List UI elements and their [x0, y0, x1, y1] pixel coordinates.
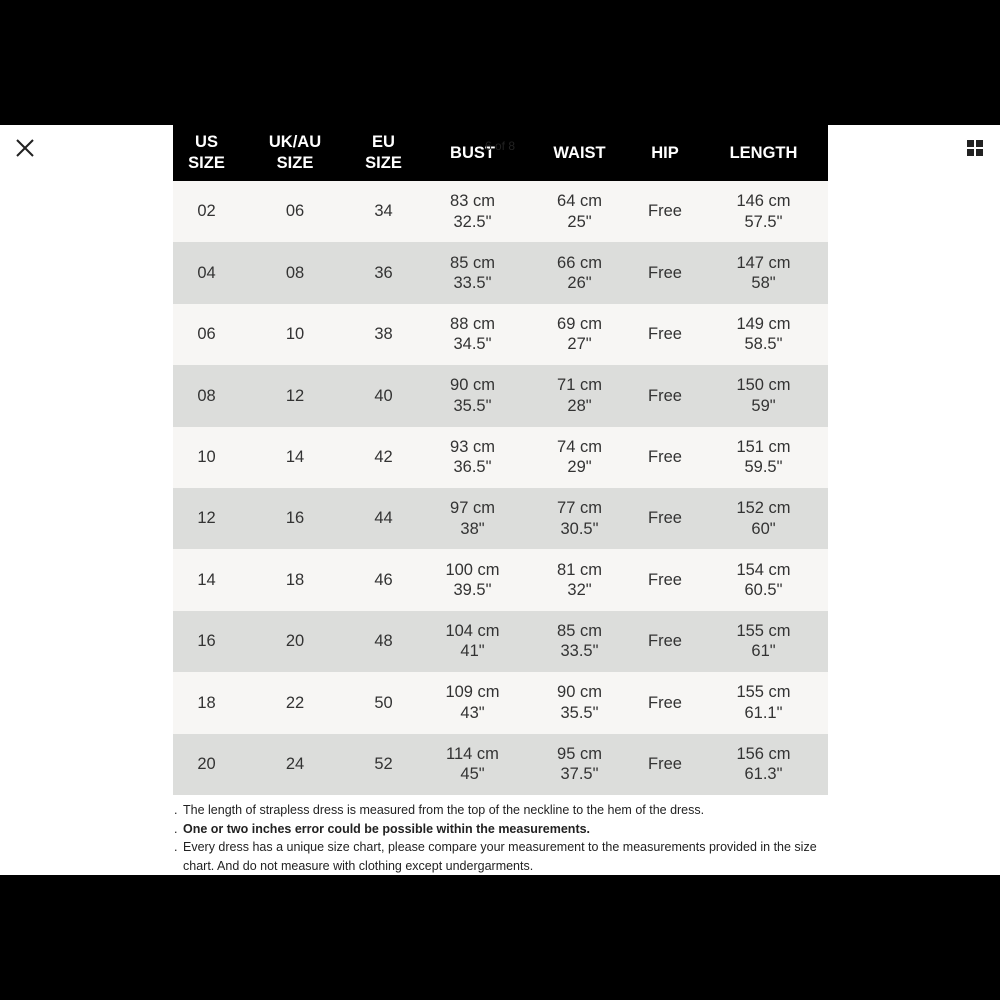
- cell-line: 90 cm: [450, 376, 495, 395]
- table-cell: [699, 488, 828, 549]
- table-cell: [173, 488, 240, 549]
- note-bullet: .: [174, 840, 178, 855]
- table-cell: [350, 488, 417, 549]
- table-cell: [417, 672, 528, 733]
- image-counter: 6 of 8: [484, 139, 516, 153]
- cell-line: 60": [751, 519, 776, 538]
- cell-line: 25": [567, 212, 592, 231]
- cell-line: 64 cm: [557, 192, 602, 211]
- column-header: [173, 125, 240, 181]
- cell-line: 85 cm: [557, 621, 602, 640]
- cell-line: 61.3": [744, 765, 783, 784]
- cell-line: 85 cm: [450, 253, 495, 272]
- table-cell: [240, 242, 350, 303]
- table-cell: [417, 365, 528, 426]
- cell-line: HIP: [651, 143, 679, 162]
- column-header: [631, 125, 699, 181]
- grid-icon: [964, 137, 986, 159]
- cell-line: 109 cm: [445, 683, 500, 702]
- table-cell: [350, 304, 417, 365]
- table-cell: [173, 181, 240, 242]
- table-cell: [631, 181, 699, 242]
- table-cell: [631, 672, 699, 733]
- table-cell: [699, 181, 828, 242]
- table-row: [173, 672, 828, 733]
- table-cell: [417, 734, 528, 795]
- cell-line: 26": [567, 274, 592, 293]
- size-table: [173, 125, 828, 795]
- cell-line: 97 cm: [450, 499, 495, 518]
- table-cell: [528, 611, 631, 672]
- cell-line: 50: [374, 693, 393, 712]
- size-notes: [174, 801, 824, 875]
- table-cell: [240, 672, 350, 733]
- table-cell: [631, 242, 699, 303]
- table-cell: [240, 427, 350, 488]
- note-bullet: .: [174, 821, 178, 836]
- cell-line: 59.5": [744, 458, 783, 477]
- table-cell: [240, 611, 350, 672]
- table-cell: [699, 304, 828, 365]
- cell-line: 58.5": [744, 335, 783, 354]
- cell-line: 58": [751, 274, 776, 293]
- cell-line: 151 cm: [736, 437, 791, 456]
- cell-line: 155 cm: [736, 683, 791, 702]
- cell-line: 37.5": [560, 765, 599, 784]
- note-item: [174, 801, 824, 820]
- cell-line: 147 cm: [736, 253, 791, 272]
- cell-line: 06: [285, 202, 305, 221]
- table-cell: [631, 365, 699, 426]
- table-cell: [699, 365, 828, 426]
- cell-line: 83 cm: [450, 192, 495, 211]
- cell-line: 34: [374, 202, 393, 221]
- cell-line: Free: [648, 386, 682, 405]
- table-cell: [528, 672, 631, 733]
- table-cell: [528, 304, 631, 365]
- table-cell: [631, 488, 699, 549]
- cell-line: 44: [374, 509, 393, 528]
- cell-line: 10: [285, 325, 305, 344]
- cell-line: 149 cm: [736, 314, 791, 333]
- table-cell: [528, 181, 631, 242]
- table-cell: [350, 242, 417, 303]
- cell-line: 48: [374, 632, 393, 651]
- table-cell: [528, 734, 631, 795]
- cell-line: 04: [197, 263, 216, 282]
- cell-line: 77 cm: [557, 499, 602, 518]
- table-row: [173, 365, 828, 426]
- cell-line: 33.5": [560, 642, 599, 661]
- cell-line: 33.5": [453, 274, 492, 293]
- table-row: [173, 304, 828, 365]
- cell-line: 38: [374, 325, 393, 344]
- table-cell: [240, 734, 350, 795]
- cell-line: Free: [648, 693, 682, 712]
- table-cell: [631, 549, 699, 610]
- cell-line: 154 cm: [736, 560, 791, 579]
- cell-line: 45": [460, 765, 485, 784]
- note-text: Every dress has a unique size chart, please compare your measurement to the measurements provided in the size chart. And do not measure with clothing except undergarments.: [183, 840, 817, 873]
- table-cell: [173, 304, 240, 365]
- table-cell: [699, 672, 828, 733]
- table-cell: [173, 242, 240, 303]
- table-cell: [528, 427, 631, 488]
- cell-line: 36.5": [453, 458, 492, 477]
- cell-line: 100 cm: [445, 560, 500, 579]
- cell-line: 60.5": [744, 581, 783, 600]
- image-viewer: [0, 125, 1000, 875]
- cell-line: 24: [285, 754, 305, 773]
- cell-line: 20: [285, 632, 305, 651]
- cell-line: 57.5": [744, 212, 783, 231]
- table-cell: [631, 734, 699, 795]
- cell-line: UK/AU: [268, 133, 322, 151]
- table-cell: [350, 672, 417, 733]
- table-cell: [173, 672, 240, 733]
- table-cell: [417, 242, 528, 303]
- cell-line: 93 cm: [450, 437, 495, 456]
- cell-line: 150 cm: [736, 376, 791, 395]
- cell-line: 32.5": [453, 212, 492, 231]
- cell-line: 90 cm: [557, 683, 602, 702]
- table-cell: [417, 488, 528, 549]
- column-header: [699, 125, 828, 181]
- cell-line: SIZE: [188, 154, 225, 172]
- table-cell: [173, 427, 240, 488]
- cell-line: 16: [285, 509, 305, 528]
- cell-line: 18: [285, 570, 305, 589]
- cell-line: 52: [374, 754, 393, 773]
- cell-line: 38": [460, 519, 485, 538]
- cell-line: Free: [648, 754, 682, 773]
- table-cell: [350, 734, 417, 795]
- table-row: [173, 427, 828, 488]
- cell-line: Free: [648, 570, 682, 589]
- cell-line: Free: [648, 325, 682, 344]
- close-icon: [12, 135, 38, 161]
- cell-line: 95 cm: [557, 744, 602, 763]
- table-cell: [631, 304, 699, 365]
- table-cell: [350, 549, 417, 610]
- cell-line: 02: [197, 202, 216, 221]
- table-row: [173, 181, 828, 242]
- cell-line: Free: [648, 448, 682, 466]
- cell-line: 46: [374, 570, 393, 589]
- table-cell: [350, 181, 417, 242]
- table-cell: [528, 488, 631, 549]
- column-header: [417, 125, 528, 181]
- cell-line: 41": [460, 642, 485, 661]
- table-cell: [699, 549, 828, 610]
- cell-line: 104 cm: [445, 621, 500, 640]
- table-cell: [699, 734, 828, 795]
- cell-line: 36: [374, 263, 393, 282]
- cell-line: 30.5": [560, 519, 599, 538]
- cell-line: 12: [197, 509, 216, 528]
- grid-view-button[interactable]: [964, 137, 986, 159]
- table-cell: [631, 611, 699, 672]
- column-header: [528, 125, 631, 181]
- table-row: [173, 242, 828, 303]
- cell-line: 114 cm: [446, 744, 499, 763]
- cell-line: 14: [197, 570, 216, 589]
- table-cell: [240, 304, 350, 365]
- cell-line: 10: [197, 448, 216, 466]
- note-item: [174, 838, 824, 875]
- table-cell: [417, 181, 528, 242]
- cell-line: 61": [751, 642, 776, 661]
- table-cell: [240, 549, 350, 610]
- table-cell: [699, 427, 828, 488]
- cell-line: 155 cm: [736, 621, 791, 640]
- table-cell: [631, 427, 699, 488]
- table-cell: [699, 242, 828, 303]
- note-item: [174, 820, 824, 839]
- cell-line: 29": [567, 458, 592, 477]
- table-cell: [240, 181, 350, 242]
- table-cell: [350, 365, 417, 426]
- table-cell: [417, 427, 528, 488]
- cell-line: 14: [285, 448, 305, 466]
- table-cell: [240, 365, 350, 426]
- cell-line: WAIST: [553, 143, 606, 162]
- cell-line: 20: [197, 754, 216, 773]
- table-row: [173, 611, 828, 672]
- cell-line: Free: [648, 632, 682, 651]
- cell-line: 59": [751, 396, 776, 415]
- table-cell: [173, 365, 240, 426]
- cell-line: 18: [197, 693, 216, 712]
- cell-line: 39.5": [453, 581, 492, 600]
- column-header: [350, 125, 417, 181]
- cell-line: BUST: [450, 143, 495, 162]
- cell-line: SIZE: [276, 154, 314, 172]
- cell-line: 08: [285, 263, 305, 282]
- cell-line: 35.5": [453, 396, 492, 415]
- cell-line: 156 cm: [736, 744, 791, 763]
- cell-line: 40: [374, 386, 393, 405]
- cell-line: 81 cm: [557, 560, 602, 579]
- cell-line: 88 cm: [450, 314, 495, 333]
- cell-line: 69 cm: [557, 314, 602, 333]
- table-cell: [417, 611, 528, 672]
- table-row: [173, 549, 828, 610]
- table-cell: [240, 488, 350, 549]
- table-cell: [528, 365, 631, 426]
- cell-line: 71 cm: [557, 376, 602, 395]
- table-cell: [528, 242, 631, 303]
- cell-line: 32": [567, 581, 592, 600]
- cell-line: 61.1": [744, 703, 783, 722]
- table-header-row: [173, 125, 828, 181]
- cell-line: 06: [197, 325, 216, 344]
- cell-line: 34.5": [453, 335, 492, 354]
- cell-line: US: [195, 133, 218, 151]
- cell-line: 152 cm: [736, 499, 791, 518]
- cell-line: 42: [374, 448, 393, 466]
- table-cell: [699, 611, 828, 672]
- note-bullet: .: [174, 803, 178, 817]
- cell-line: 43": [460, 703, 485, 722]
- cell-line: 16: [197, 632, 216, 651]
- cell-line: EU: [372, 133, 395, 151]
- cell-line: SIZE: [365, 154, 402, 172]
- cell-line: Free: [648, 509, 682, 528]
- cell-line: LENGTH: [729, 143, 798, 162]
- cell-line: 28": [567, 396, 592, 415]
- cell-line: 22: [285, 693, 305, 712]
- close-button[interactable]: [12, 135, 38, 161]
- size-chart-image: [173, 125, 828, 795]
- cell-line: Free: [648, 202, 682, 221]
- cell-line: 66 cm: [557, 253, 602, 272]
- cell-line: 35.5": [560, 703, 599, 722]
- cell-line: 08: [197, 386, 216, 405]
- table-cell: [173, 549, 240, 610]
- note-text: One or two inches error could be possible within the measurements.: [183, 821, 591, 836]
- cell-line: 146 cm: [736, 192, 791, 211]
- cell-line: Free: [648, 263, 682, 282]
- table-row: [173, 488, 828, 549]
- table-cell: [417, 304, 528, 365]
- table-cell: [528, 549, 631, 610]
- table-cell: [350, 611, 417, 672]
- table-row: [173, 734, 828, 795]
- cell-line: 74 cm: [557, 437, 602, 456]
- cell-line: 27": [567, 335, 592, 354]
- table-cell: [173, 734, 240, 795]
- table-cell: [350, 427, 417, 488]
- table-cell: [417, 549, 528, 610]
- note-text: The length of strapless dress is measured from the top of the neckline to the hem of the dress.: [183, 803, 705, 817]
- table-cell: [173, 611, 240, 672]
- cell-line: 12: [285, 386, 305, 405]
- column-header: [240, 125, 350, 181]
